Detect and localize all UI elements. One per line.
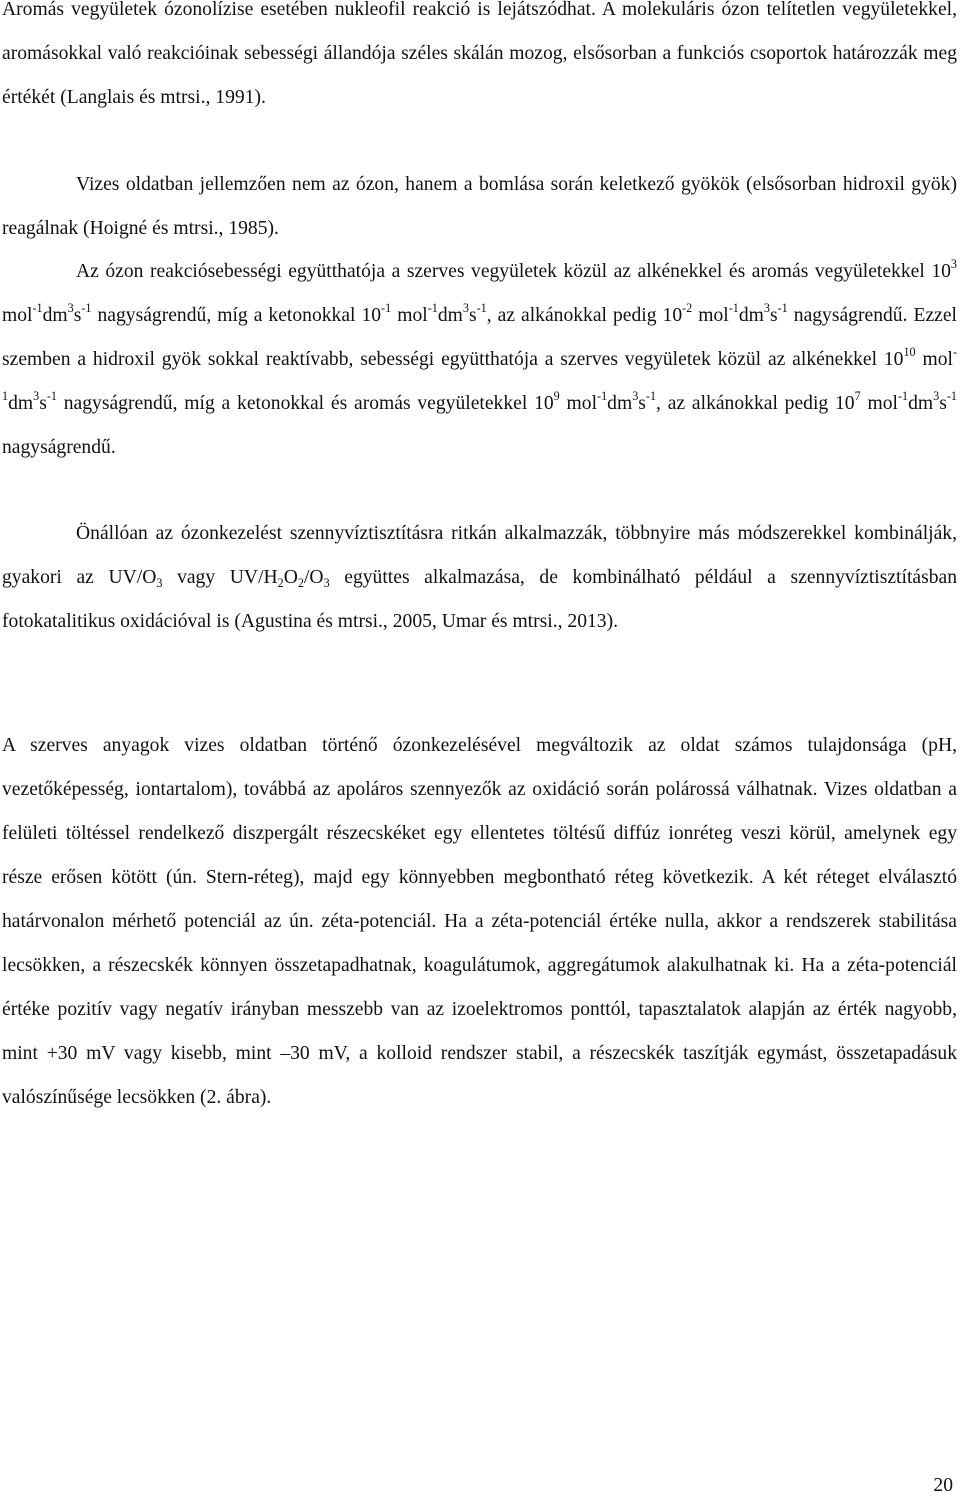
text-run: mol [391,305,428,326]
text-run: együttes alkalmazása, de kombinálható például a szennyvíztisztításban fotokatalitikus oxidációval is (Agustina és mtrsi., 2005, Umar és mtrsi., 2013). [2,567,957,632]
text-run: s [39,393,47,414]
text-run: , az alkánokkal pedig 10 [486,305,683,326]
text-run: /O [303,567,324,588]
text-run: nagyságrendű, míg a ketonokkal és aromás vegyületekkel 10 [56,393,554,414]
text-run: , az alkánokkal pedig 10 [656,393,855,414]
superscript: 10 [903,344,916,359]
text-run: O [283,567,298,588]
superscript: -1 [777,300,788,315]
text-run: mol [860,393,898,414]
text-run: mol [692,305,729,326]
superscript: 7 [854,388,861,403]
superscript: 3 [763,300,770,315]
superscript: 3 [33,388,40,403]
subscript: 2 [277,575,284,590]
text-run: mol [559,393,598,414]
text-run: vagy UV/H [162,567,278,588]
superscript: -1 [32,300,43,315]
text-run: dm [42,305,68,326]
superscript: -1 [476,300,487,315]
subscript: 3 [323,575,330,590]
paragraph-text: Aromás vegyületek ózonolízise esetében nukleofil reakció is lejátszódhat. A molekuláris ózon telítetlen vegyületekkel, aromásokkal való reakcióinak sebességi állandója széles skálán mozog, elsősorban a funkciós csoportok határozzák meg értékét (Langlais és mtrsi., 1991). [2,0,957,108]
superscript: -2 [682,300,693,315]
superscript: -1 [897,388,909,403]
text-run: mol [2,305,33,326]
superscript: -1 [381,300,392,315]
text-run: s [73,305,82,326]
superscript: -1 [597,388,608,403]
superscript: -1 [728,300,739,315]
paragraph-combined-methods [2,512,957,644]
text-run: nagyságrendű. Ezzel szemben a hidroxil gyök sokkal reaktívabb, sebességi együtthatója a szerves vegyületek közül az alkénekkel 10 [2,305,957,370]
superscript: 3 [67,300,74,315]
page-number: 20 [933,1475,953,1496]
subscript: 2 [297,575,304,590]
text-run: nagyságrendű, míg a ketonokkal 10 [91,305,382,326]
superscript: 3 [462,300,469,315]
paragraph-radicals [2,163,957,251]
text-run: Az ózon reakciósebességi együtthatója a szerves vegyületek közül az alkénekkel és aromás vegyületekkel 10 [76,261,951,282]
text-run: Önállóan az ózonkezelést szennyvíztisztításra ritkán alkalmazzák, többnyire más módszerekkel kombinálják, gyakori az UV/O [2,523,957,588]
paragraph-rate-constants [2,250,957,470]
superscript: -1 [81,300,92,315]
superscript: 3 [933,388,940,403]
paragraph-text: Vizes oldatban jellemzően nem az ózon, hanem a bomlása során keletkező gyökök (elsősorban hidroxil gyök) reagálnak (Hoigné és mtrsi., 1985). [2,174,957,239]
paragraph-text: A szerves anyagok vizes oldatban történő ózonkezelésével megváltozik az oldat számos tulajdonsága (pH, vezetőképesség, iontartalom), továbbá az apoláros szennyezők az oxidáció során polárossá válhatnak. Vizes oldatban a felületi töltéssel rendelkező diszpergált részecskéket egy ellentetes töltésű diffúz ionréteg veszi körül, amelynek egy része erősen kötött (ún. Stern-réteg), majd egy könnyebben megbontható réteg következik. A két réteget elválasztó határvonalon mérhető potenciál az ún. zéta-potenciál. Ha a zéta-potenciál értéke nulla, akkor a rendszerek stabilitása lecsökken, a részecskék könnyen összetapadhatnak, koagulátumok, aggregátumok alakulhatnak ki. Ha a zéta-potenciál értéke pozitív vagy negatív irányban messzebb van az izoelektromos ponttól, tapasztalatok alapján az érték nagyobb, mint +30 mV vagy kisebb, mint –30 mV, a kolloid rendszer stabil, a részecskék taszítják egymást, összetapadásuk valószínűsége lecsökken (2. ábra). [2,735,957,1108]
text-run: mol [915,349,953,370]
superscript: -1 [946,388,957,403]
superscript: 9 [553,388,560,403]
text-run: dm [607,393,633,414]
text-run: s [468,305,477,326]
text-run: nagyságrendű. [2,437,116,458]
paragraph-zeta-potential [2,724,957,1120]
superscript: -1 [427,300,438,315]
superscript: -1 [2,344,957,403]
subscript: 3 [156,575,163,590]
superscript: -1 [645,388,657,403]
superscript: -1 [46,388,57,403]
superscript: 3 [632,388,639,403]
text-run: s [638,393,646,414]
text-run: dm [908,393,934,414]
paragraph-aromatic-ozonolysis [2,0,957,120]
text-run: dm [738,305,764,326]
superscript: 3 [950,256,957,271]
text-run: s [770,305,778,326]
text-run: s [939,393,947,414]
text-run: dm [437,305,463,326]
text-run: dm [8,393,34,414]
